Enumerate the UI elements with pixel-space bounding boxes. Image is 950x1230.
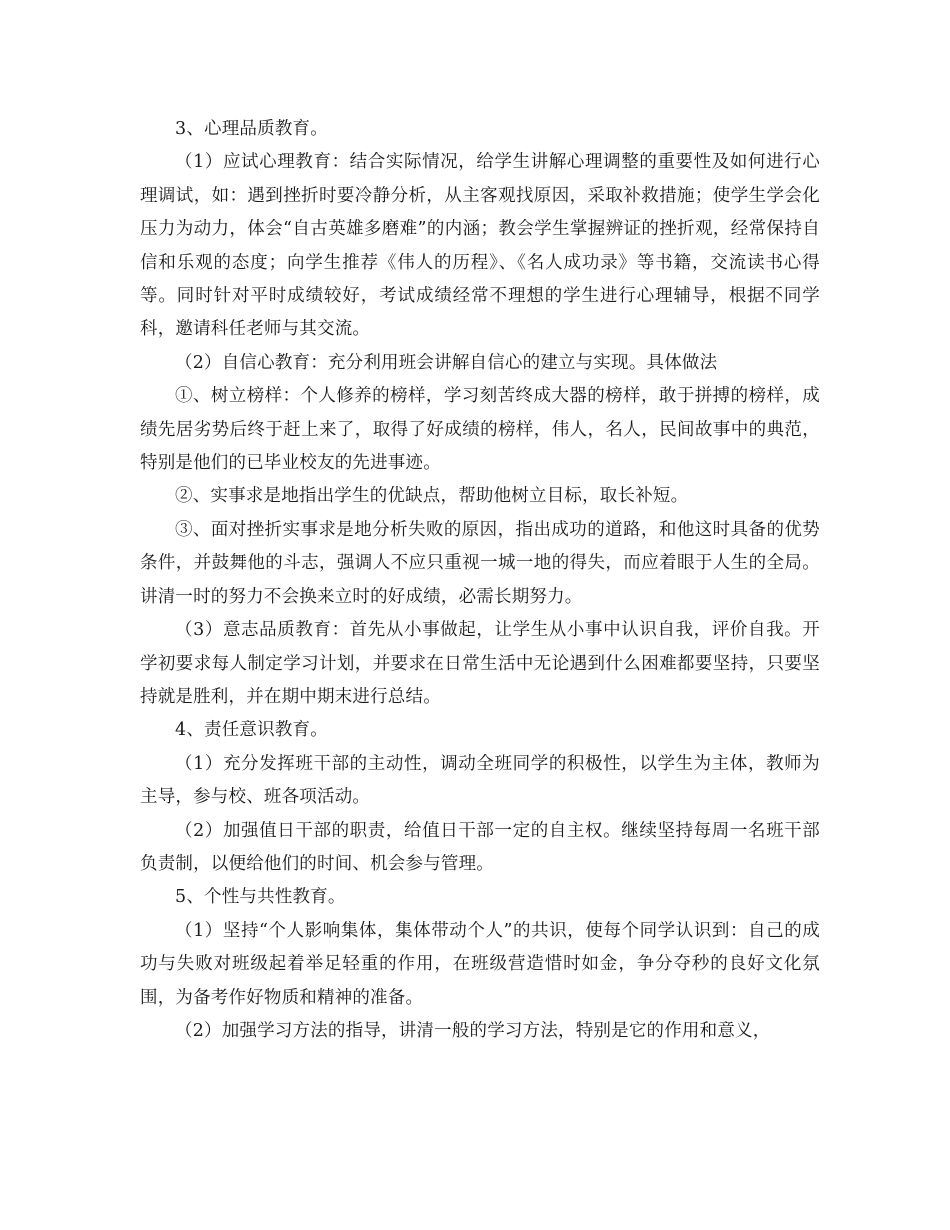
paragraph-strengths: ②、实事求是地指出学生的优缺点，帮助他树立目标，取长补短。 [175, 486, 689, 507]
paragraph-class-cadres: （1）充分发挥班干部的主动性，调动全班同学的积极性，以学生为主体，教师为主导，参与校、班各项活动。 [140, 753, 820, 808]
paragraph-role-models: ①、树立榜样：个人修养的榜样，学习刻苦终成大器的榜样，敢于拼搏的榜样，成绩先居劣势后终于赶上来了，取得了好成绩的榜样，伟人，名人，民间故事中的典范，特别是他们的已毕业校友的先进事迹。 [140, 386, 820, 474]
paragraph-duty-cadres: （2）加强值日干部的职责，给值日干部一定的自主权。继续坚持每周一名班干部负责制，以便给他们的时间、机会参与管理。 [140, 820, 820, 874]
section-heading-4: 4、责任意识教育。 [175, 720, 328, 741]
paragraph-setbacks: ③、面对挫折实事求是地分析失败的原因，指出成功的道路，和他这时具备的优势条件，并鼓舞他的斗志，强调人不应只重视一城一地的得失，而应着眼于人生的全局。讲清一时的努力不会换来立时的好成绩，必需长期努力。 [140, 519, 820, 607]
body-text [140, 113, 820, 1048]
section-heading-3: 3、心理品质教育。 [175, 119, 328, 139]
paragraph-willpower: （3）意志品质教育：首先从小事做起，让学生从小事中认识自我，评价自我。开学初要求每人制定学习计划，并要求在日常生活中无论遇到什么困难都要坚持，只要坚持就是胜利，并在期中期末进行总结。 [140, 620, 820, 707]
paragraph-confidence: （2）自信心教育：充分利用班会讲解自信心的建立与实现。具体做法 [175, 352, 718, 373]
paragraph-exam-psychology: （1）应试心理教育：结合实际情况，给学生讲解心理调整的重要性及如何进行心理调试，如：遇到挫折时要冷静分析，从主客观找原因，采取补救措施；使学生学会化压力为动力，体会“自古英雄多磨难”的内涵；教会学生掌握辨证的挫折观，经常保持自信和乐观的态度；向学生推荐《伟人的历程》、《名人成功录》等书籍，交流读书心得等。同时针对平时成绩较好，考试成绩经常不理想的学生进行心理辅导，根据不同学科，邀请科任老师与其交流。 [140, 152, 820, 340]
section-heading-5: 5、个性与共性教育。 [175, 887, 346, 908]
paragraph-study-methods: （2）加强学习方法的指导，讲清一般的学习方法，特别是它的作用和意义， [175, 1020, 771, 1041]
paragraph-collective: （1）坚持“个人影响集体，集体带动个人”的共识，使每个同学认识到：自己的成功与失败对班级起着举足轻重的作用，在班级营造惜时如金，争分夺秒的良好文化氛围，为备考作好物质和精神的准备。 [140, 920, 820, 1008]
